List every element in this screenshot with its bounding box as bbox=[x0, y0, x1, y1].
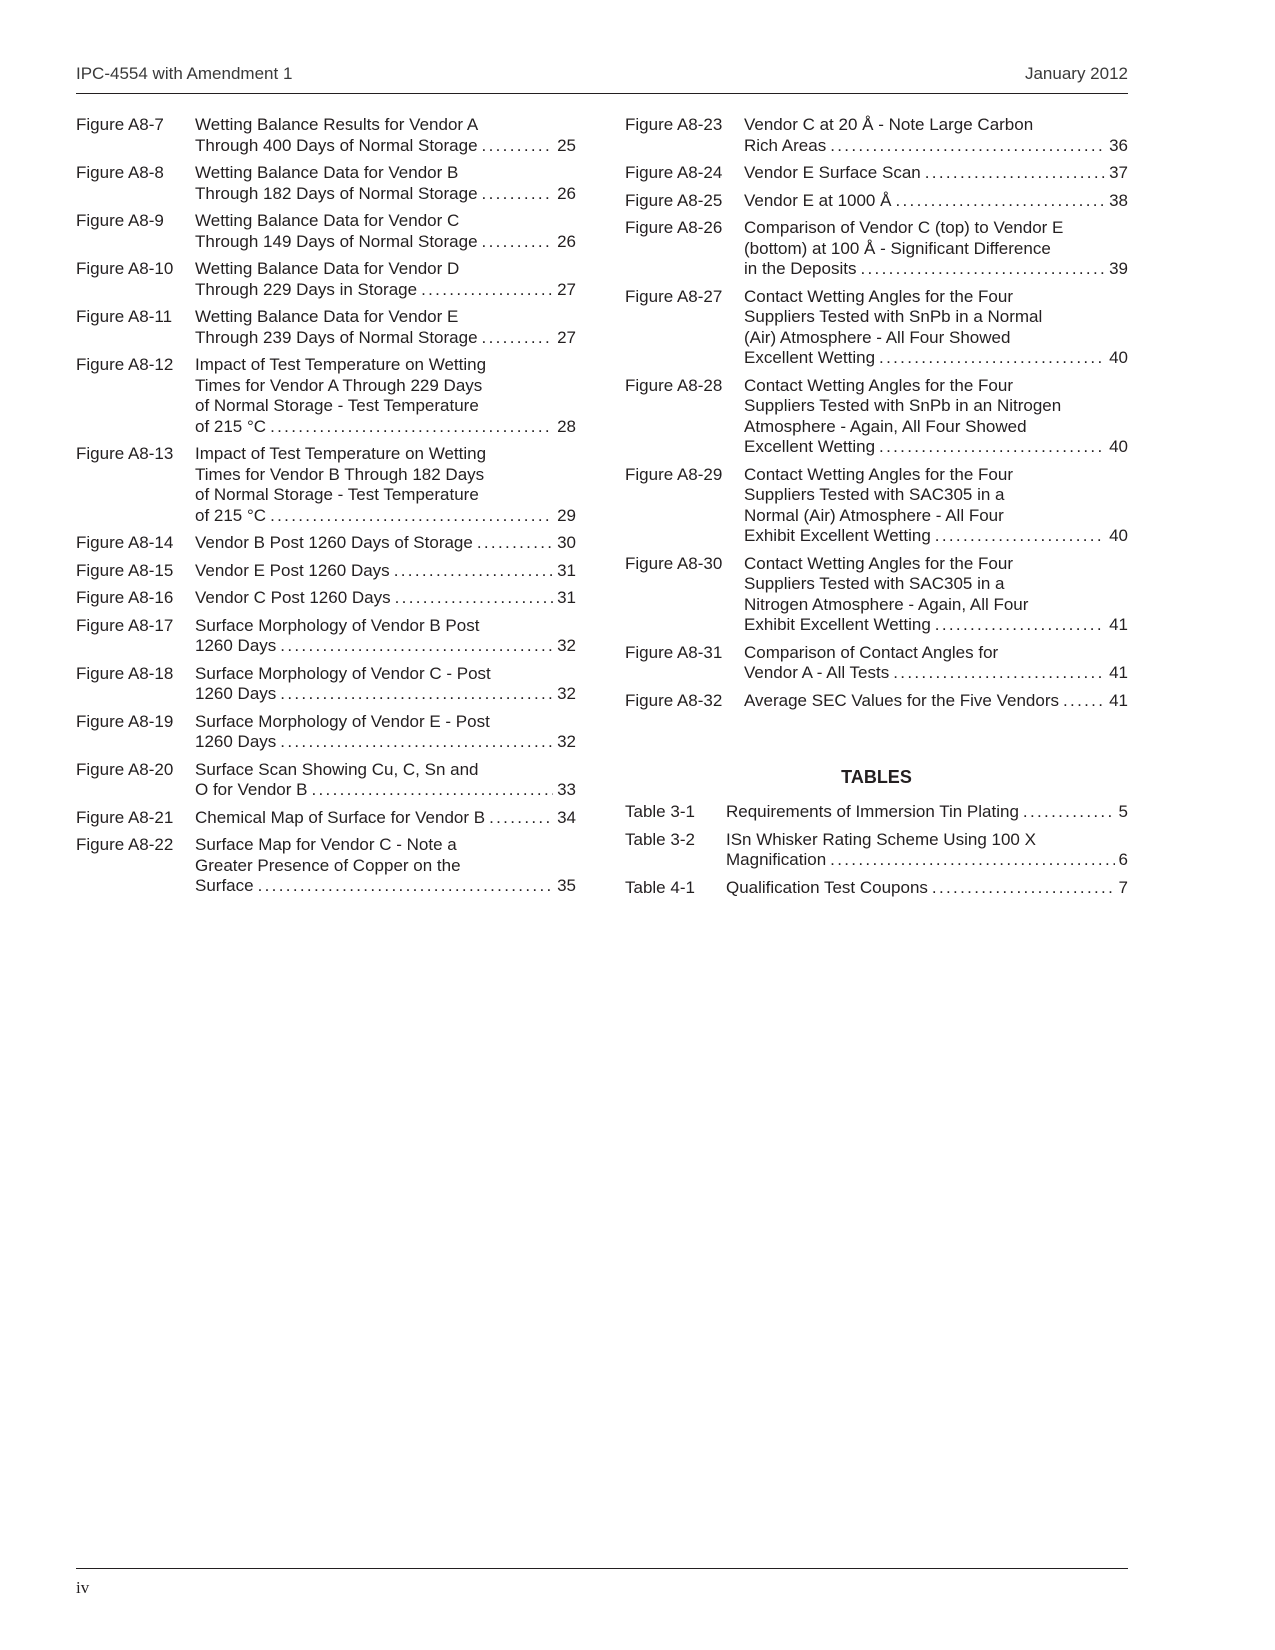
figure-entry[interactable] bbox=[76, 561, 576, 582]
caption-line bbox=[195, 808, 576, 829]
caption-text: Vendor E Post 1260 Days bbox=[195, 560, 390, 580]
caption-text: Suppliers Tested with SAC305 in a bbox=[744, 574, 1005, 593]
figure-entry[interactable] bbox=[625, 115, 1128, 156]
figure-number: Figure A8-9 bbox=[76, 211, 164, 230]
dot-leader bbox=[477, 533, 553, 554]
caption-line bbox=[195, 856, 576, 877]
dot-leader bbox=[280, 684, 553, 705]
caption-text: Contact Wetting Angles for the Four bbox=[744, 375, 1013, 395]
dot-leader bbox=[280, 636, 553, 657]
caption-line bbox=[195, 211, 576, 232]
caption-line bbox=[726, 830, 1128, 851]
caption-line bbox=[195, 417, 576, 438]
caption-text: Through 182 Days of Normal Storage bbox=[195, 183, 478, 203]
table-entry[interactable] bbox=[625, 830, 1128, 871]
caption-text: Through 229 Days in Storage bbox=[195, 279, 418, 299]
dot-leader bbox=[280, 732, 553, 753]
caption-line bbox=[726, 802, 1128, 823]
page-reference: 27 bbox=[557, 327, 576, 347]
header-document-title: IPC-4554 with Amendment 1 bbox=[76, 64, 293, 83]
figure-number: Figure A8-22 bbox=[76, 835, 174, 854]
figure-entry[interactable] bbox=[76, 664, 576, 705]
caption-line bbox=[195, 115, 576, 136]
caption-line bbox=[195, 355, 576, 376]
caption-line bbox=[195, 684, 576, 705]
dot-leader bbox=[895, 191, 1105, 212]
figure-number: Figure A8-31 bbox=[625, 642, 723, 662]
caption-line bbox=[744, 615, 1128, 636]
caption-text: Atmosphere - Again, All Four Showed bbox=[744, 416, 1027, 436]
entry-caption bbox=[744, 218, 1128, 280]
entry-caption bbox=[195, 355, 576, 437]
caption-line bbox=[195, 396, 576, 417]
entry-caption bbox=[744, 643, 1128, 684]
caption-text: Vendor B Post 1260 Days of Storage bbox=[195, 533, 473, 552]
page-reference: 31 bbox=[557, 588, 576, 607]
caption-text: Wetting Balance Data for Vendor C bbox=[195, 211, 460, 230]
dot-leader bbox=[925, 163, 1105, 184]
caption-line bbox=[744, 218, 1128, 239]
table-entry[interactable] bbox=[625, 802, 1128, 823]
dot-leader bbox=[1063, 691, 1105, 712]
figure-entry[interactable] bbox=[76, 835, 576, 897]
caption-line bbox=[195, 376, 576, 397]
page-reference: 26 bbox=[557, 183, 576, 203]
caption-line bbox=[744, 239, 1128, 260]
entry-caption bbox=[195, 259, 576, 300]
caption-line bbox=[195, 136, 576, 157]
figure-entry[interactable] bbox=[76, 211, 576, 252]
figure-number: Figure A8-13 bbox=[76, 444, 174, 463]
caption-text: Vendor A - All Tests bbox=[744, 663, 890, 682]
dot-leader bbox=[270, 417, 553, 438]
caption-text: Contact Wetting Angles for the Four bbox=[744, 553, 1013, 573]
page-reference: 31 bbox=[557, 560, 576, 580]
toc-left-column bbox=[76, 115, 576, 904]
caption-line bbox=[744, 348, 1128, 369]
dot-leader bbox=[893, 663, 1105, 684]
figure-number: Figure A8-25 bbox=[625, 190, 723, 210]
page-reference: 36 bbox=[1109, 135, 1128, 155]
caption-line bbox=[744, 376, 1128, 397]
table-entry[interactable] bbox=[625, 878, 1128, 899]
entry-caption bbox=[744, 376, 1128, 458]
table-number: Table 3-2 bbox=[625, 829, 695, 849]
entry-caption bbox=[195, 561, 576, 582]
caption-text: Times for Vendor A Through 229 Days bbox=[195, 375, 483, 395]
entry-caption bbox=[195, 163, 576, 204]
dot-leader bbox=[394, 561, 553, 582]
figure-number: Figure A8-11 bbox=[76, 307, 173, 326]
dot-leader bbox=[311, 780, 553, 801]
figure-entry[interactable] bbox=[625, 218, 1128, 280]
page-reference: 40 bbox=[1109, 526, 1128, 545]
caption-line bbox=[195, 280, 576, 301]
caption-text: Times for Vendor B Through 182 Days bbox=[195, 464, 485, 484]
figure-entry[interactable] bbox=[76, 163, 576, 204]
entry-caption bbox=[195, 712, 576, 753]
caption-text: of 215 °C bbox=[195, 416, 267, 436]
entry-caption bbox=[726, 802, 1128, 823]
entry-caption bbox=[744, 115, 1128, 156]
figure-entry[interactable] bbox=[625, 643, 1128, 684]
figure-number: Figure A8-14 bbox=[76, 533, 174, 552]
page-reference: 33 bbox=[557, 780, 576, 799]
dot-leader bbox=[935, 526, 1105, 547]
page-reference: 27 bbox=[557, 279, 576, 299]
figure-entry[interactable] bbox=[76, 115, 576, 156]
entry-caption bbox=[726, 830, 1128, 871]
caption-text: of Normal Storage - Test Temperature bbox=[195, 485, 479, 504]
page-reference: 38 bbox=[1109, 190, 1128, 210]
figure-number: Figure A8-23 bbox=[625, 115, 723, 134]
page-reference: 41 bbox=[1109, 615, 1128, 634]
caption-text: Vendor C Post 1260 Days bbox=[195, 588, 391, 607]
page-reference: 32 bbox=[557, 636, 576, 655]
dot-leader bbox=[258, 876, 553, 897]
caption-line bbox=[744, 506, 1128, 527]
caption-text: Vendor E at 1000 Å bbox=[744, 190, 892, 210]
figure-entry[interactable] bbox=[625, 163, 1128, 184]
figure-entry[interactable] bbox=[76, 533, 576, 554]
caption-text: Suppliers Tested with SAC305 in a bbox=[744, 485, 1005, 504]
figure-number: Figure A8-7 bbox=[76, 115, 164, 134]
caption-text: Surface Morphology of Vendor C - Post bbox=[195, 663, 491, 683]
dot-leader bbox=[270, 506, 553, 527]
dot-leader bbox=[395, 588, 553, 609]
caption-text: Contact Wetting Angles for the Four bbox=[744, 464, 1013, 484]
entry-caption bbox=[195, 533, 576, 554]
caption-text: Surface bbox=[195, 876, 254, 895]
caption-line bbox=[195, 636, 576, 657]
caption-text: Through 400 Days of Normal Storage bbox=[195, 135, 478, 155]
figure-number: Figure A8-27 bbox=[625, 286, 723, 306]
caption-line bbox=[744, 417, 1128, 438]
caption-text: Wetting Balance Results for Vendor A bbox=[195, 115, 479, 134]
caption-line bbox=[195, 533, 576, 554]
figure-entry[interactable] bbox=[76, 444, 576, 526]
entry-caption bbox=[744, 465, 1128, 547]
dot-leader bbox=[860, 259, 1105, 280]
table-list bbox=[625, 802, 1128, 898]
figure-number: Figure A8-21 bbox=[76, 807, 174, 827]
entry-caption bbox=[744, 163, 1128, 184]
figure-number: Figure A8-15 bbox=[76, 560, 174, 580]
caption-text: Greater Presence of Copper on the bbox=[195, 855, 461, 875]
table-number: Table 3-1 bbox=[625, 802, 695, 821]
entry-caption bbox=[195, 588, 576, 609]
figure-entry[interactable] bbox=[76, 808, 576, 829]
caption-line bbox=[195, 232, 576, 253]
figure-entry[interactable] bbox=[76, 355, 576, 437]
page-header bbox=[76, 64, 1128, 84]
figure-entry[interactable] bbox=[76, 712, 576, 753]
page-reference: 35 bbox=[557, 876, 576, 895]
caption-text: Chemical Map of Surface for Vendor B bbox=[195, 807, 486, 827]
caption-line bbox=[744, 163, 1128, 184]
dot-leader bbox=[482, 136, 554, 157]
page-reference: 5 bbox=[1118, 802, 1128, 821]
figure-entry[interactable] bbox=[76, 307, 576, 348]
caption-text: 1260 Days bbox=[195, 684, 277, 703]
page-reference: 32 bbox=[557, 732, 576, 751]
caption-text: Rich Areas bbox=[744, 135, 827, 155]
dot-leader bbox=[489, 808, 553, 829]
dot-leader bbox=[482, 184, 554, 205]
caption-line bbox=[744, 465, 1128, 486]
entry-caption bbox=[195, 115, 576, 156]
caption-line bbox=[744, 328, 1128, 349]
dot-leader bbox=[879, 437, 1105, 458]
caption-text: 1260 Days bbox=[195, 732, 277, 751]
caption-line bbox=[744, 136, 1128, 157]
figure-number: Figure A8-8 bbox=[76, 163, 164, 182]
dot-leader bbox=[482, 232, 554, 253]
page-reference: 40 bbox=[1109, 437, 1128, 456]
figure-number: Figure A8-30 bbox=[625, 553, 723, 573]
caption-text: Surface Map for Vendor C - Note a bbox=[195, 835, 457, 854]
caption-line bbox=[195, 712, 576, 733]
caption-text: Surface Scan Showing Cu, C, Sn and bbox=[195, 759, 479, 779]
caption-line bbox=[744, 554, 1128, 575]
page-reference: 6 bbox=[1118, 850, 1128, 869]
entry-caption bbox=[726, 878, 1128, 899]
page-reference: 40 bbox=[1109, 348, 1128, 367]
caption-line bbox=[744, 307, 1128, 328]
caption-text: Suppliers Tested with SnPb in an Nitrogen bbox=[744, 396, 1062, 415]
entry-caption bbox=[195, 835, 576, 897]
caption-text: Vendor E Surface Scan bbox=[744, 163, 921, 182]
page-reference: 30 bbox=[557, 533, 576, 552]
caption-text: Exhibit Excellent Wetting bbox=[744, 526, 931, 545]
table-number: Table 4-1 bbox=[625, 877, 695, 897]
caption-line bbox=[744, 287, 1128, 308]
entry-caption bbox=[195, 444, 576, 526]
dot-leader bbox=[421, 280, 553, 301]
caption-text: Wetting Balance Data for Vendor B bbox=[195, 163, 459, 182]
tables-heading: TABLES bbox=[841, 767, 912, 787]
dot-leader bbox=[1023, 802, 1115, 823]
caption-text: of 215 °C bbox=[195, 505, 267, 525]
figure-number: Figure A8-28 bbox=[625, 375, 723, 395]
caption-text: Contact Wetting Angles for the Four bbox=[744, 286, 1013, 306]
footer-divider bbox=[76, 1568, 1128, 1569]
header-date: January 2012 bbox=[1024, 64, 1128, 83]
entry-caption bbox=[195, 307, 576, 348]
caption-text: Qualification Test Coupons bbox=[726, 877, 928, 897]
caption-line bbox=[744, 663, 1128, 684]
caption-text: Wetting Balance Data for Vendor E bbox=[195, 307, 459, 326]
figure-entry[interactable] bbox=[625, 465, 1128, 547]
caption-text: Normal (Air) Atmosphere - All Four bbox=[744, 505, 1004, 525]
caption-line bbox=[195, 328, 576, 349]
caption-text: Surface Morphology of Vendor E - Post bbox=[195, 711, 490, 731]
caption-line bbox=[744, 574, 1128, 595]
figure-number: Figure A8-19 bbox=[76, 711, 174, 731]
caption-line bbox=[195, 163, 576, 184]
caption-text: (bottom) at 100 Å - Significant Difference bbox=[744, 238, 1051, 258]
dot-leader bbox=[482, 328, 554, 349]
dot-leader bbox=[932, 878, 1115, 899]
caption-text: Excellent Wetting bbox=[744, 437, 876, 456]
entry-caption bbox=[744, 191, 1128, 212]
caption-text: ISn Whisker Rating Scheme Using 100 X bbox=[726, 829, 1036, 849]
figure-number: Figure A8-32 bbox=[625, 690, 723, 710]
figure-number: Figure A8-29 bbox=[625, 464, 723, 484]
dot-leader bbox=[935, 615, 1105, 636]
caption-text: Nitrogen Atmosphere - Again, All Four bbox=[744, 594, 1029, 614]
figure-number: Figure A8-20 bbox=[76, 759, 174, 779]
caption-line bbox=[195, 835, 576, 856]
caption-line bbox=[195, 184, 576, 205]
caption-text: Comparison of Vendor C (top) to Vendor E bbox=[744, 218, 1064, 237]
figure-number: Figure A8-10 bbox=[76, 259, 174, 278]
dot-leader bbox=[830, 850, 1114, 871]
caption-text: Impact of Test Temperature on Wetting bbox=[195, 444, 487, 463]
caption-line bbox=[195, 616, 576, 637]
figure-number: Figure A8-18 bbox=[76, 663, 174, 683]
page-reference: 29 bbox=[557, 505, 576, 525]
caption-text: Surface Morphology of Vendor B Post bbox=[195, 615, 480, 635]
page-reference: 41 bbox=[1109, 690, 1128, 710]
caption-line bbox=[744, 396, 1128, 417]
figure-entry[interactable] bbox=[76, 259, 576, 300]
caption-line bbox=[726, 850, 1128, 871]
caption-line bbox=[195, 732, 576, 753]
caption-line bbox=[744, 115, 1128, 136]
entry-caption bbox=[744, 554, 1128, 636]
figure-entry[interactable] bbox=[76, 616, 576, 657]
caption-line bbox=[195, 259, 576, 280]
caption-text: Comparison of Contact Angles for bbox=[744, 642, 999, 662]
caption-line bbox=[744, 191, 1128, 212]
page-number: iv bbox=[76, 1578, 90, 1597]
caption-text: in the Deposits bbox=[744, 259, 857, 278]
entry-caption bbox=[195, 664, 576, 705]
caption-text: Through 149 Days of Normal Storage bbox=[195, 231, 478, 251]
caption-text: (Air) Atmosphere - All Four Showed bbox=[744, 327, 1011, 347]
entry-caption bbox=[195, 211, 576, 252]
page-reference: 32 bbox=[557, 684, 576, 703]
page-reference: 28 bbox=[557, 416, 576, 436]
figure-entry[interactable] bbox=[76, 588, 576, 609]
caption-text: 1260 Days bbox=[195, 636, 277, 655]
caption-text: Through 239 Days of Normal Storage bbox=[195, 327, 478, 347]
header-divider bbox=[76, 93, 1128, 94]
entry-caption bbox=[195, 760, 576, 801]
entry-caption bbox=[195, 616, 576, 657]
caption-line bbox=[195, 561, 576, 582]
caption-line bbox=[744, 259, 1128, 280]
dot-leader bbox=[879, 348, 1105, 369]
entry-caption bbox=[744, 287, 1128, 369]
caption-line bbox=[744, 595, 1128, 616]
caption-line bbox=[195, 876, 576, 897]
caption-text: Exhibit Excellent Wetting bbox=[744, 615, 931, 634]
caption-line bbox=[195, 465, 576, 486]
dot-leader bbox=[830, 136, 1105, 157]
caption-line bbox=[195, 307, 576, 328]
figure-entry[interactable] bbox=[76, 760, 576, 801]
figure-number: Figure A8-24 bbox=[625, 163, 723, 182]
caption-line bbox=[195, 664, 576, 685]
page-reference: 7 bbox=[1118, 877, 1128, 897]
toc-right-column bbox=[625, 115, 1128, 905]
page-reference: 26 bbox=[557, 231, 576, 251]
caption-line bbox=[744, 691, 1128, 712]
caption-line bbox=[744, 485, 1128, 506]
page-reference: 41 bbox=[1109, 663, 1128, 682]
caption-line bbox=[744, 643, 1128, 664]
caption-line bbox=[195, 485, 576, 506]
figure-entry[interactable] bbox=[625, 287, 1128, 369]
figure-entry[interactable] bbox=[625, 191, 1128, 212]
caption-line bbox=[195, 588, 576, 609]
figure-entry[interactable] bbox=[625, 554, 1128, 636]
caption-text: Wetting Balance Data for Vendor D bbox=[195, 259, 460, 278]
caption-text: Magnification bbox=[726, 850, 827, 869]
page-reference: 37 bbox=[1109, 163, 1128, 182]
figure-entry[interactable] bbox=[625, 376, 1128, 458]
caption-line bbox=[195, 444, 576, 465]
caption-text: Requirements of Immersion Tin Plating bbox=[726, 802, 1019, 821]
caption-text: Average SEC Values for the Five Vendors bbox=[744, 690, 1059, 710]
figure-entry[interactable] bbox=[625, 691, 1128, 712]
figure-list-continued bbox=[625, 115, 1128, 711]
page-reference: 25 bbox=[557, 135, 576, 155]
figure-number: Figure A8-17 bbox=[76, 615, 174, 635]
caption-line bbox=[744, 437, 1128, 458]
caption-text: of Normal Storage - Test Temperature bbox=[195, 396, 479, 415]
caption-line bbox=[744, 526, 1128, 547]
caption-text: O for Vendor B bbox=[195, 780, 308, 799]
caption-line bbox=[195, 780, 576, 801]
caption-text: Impact of Test Temperature on Wetting bbox=[195, 355, 487, 374]
caption-line bbox=[195, 506, 576, 527]
caption-text: Suppliers Tested with SnPb in a Normal bbox=[744, 307, 1043, 326]
figure-number: Figure A8-16 bbox=[76, 588, 174, 607]
figure-number: Figure A8-26 bbox=[625, 218, 723, 237]
caption-line bbox=[726, 878, 1128, 899]
page-reference: 34 bbox=[557, 807, 576, 827]
entry-caption bbox=[195, 808, 576, 829]
figure-number: Figure A8-12 bbox=[76, 355, 174, 374]
caption-line bbox=[195, 760, 576, 781]
page-reference: 39 bbox=[1109, 259, 1128, 278]
caption-text: Vendor C at 20 Å - Note Large Carbon bbox=[744, 115, 1034, 134]
caption-text: Excellent Wetting bbox=[744, 348, 876, 367]
entry-caption bbox=[744, 691, 1128, 712]
